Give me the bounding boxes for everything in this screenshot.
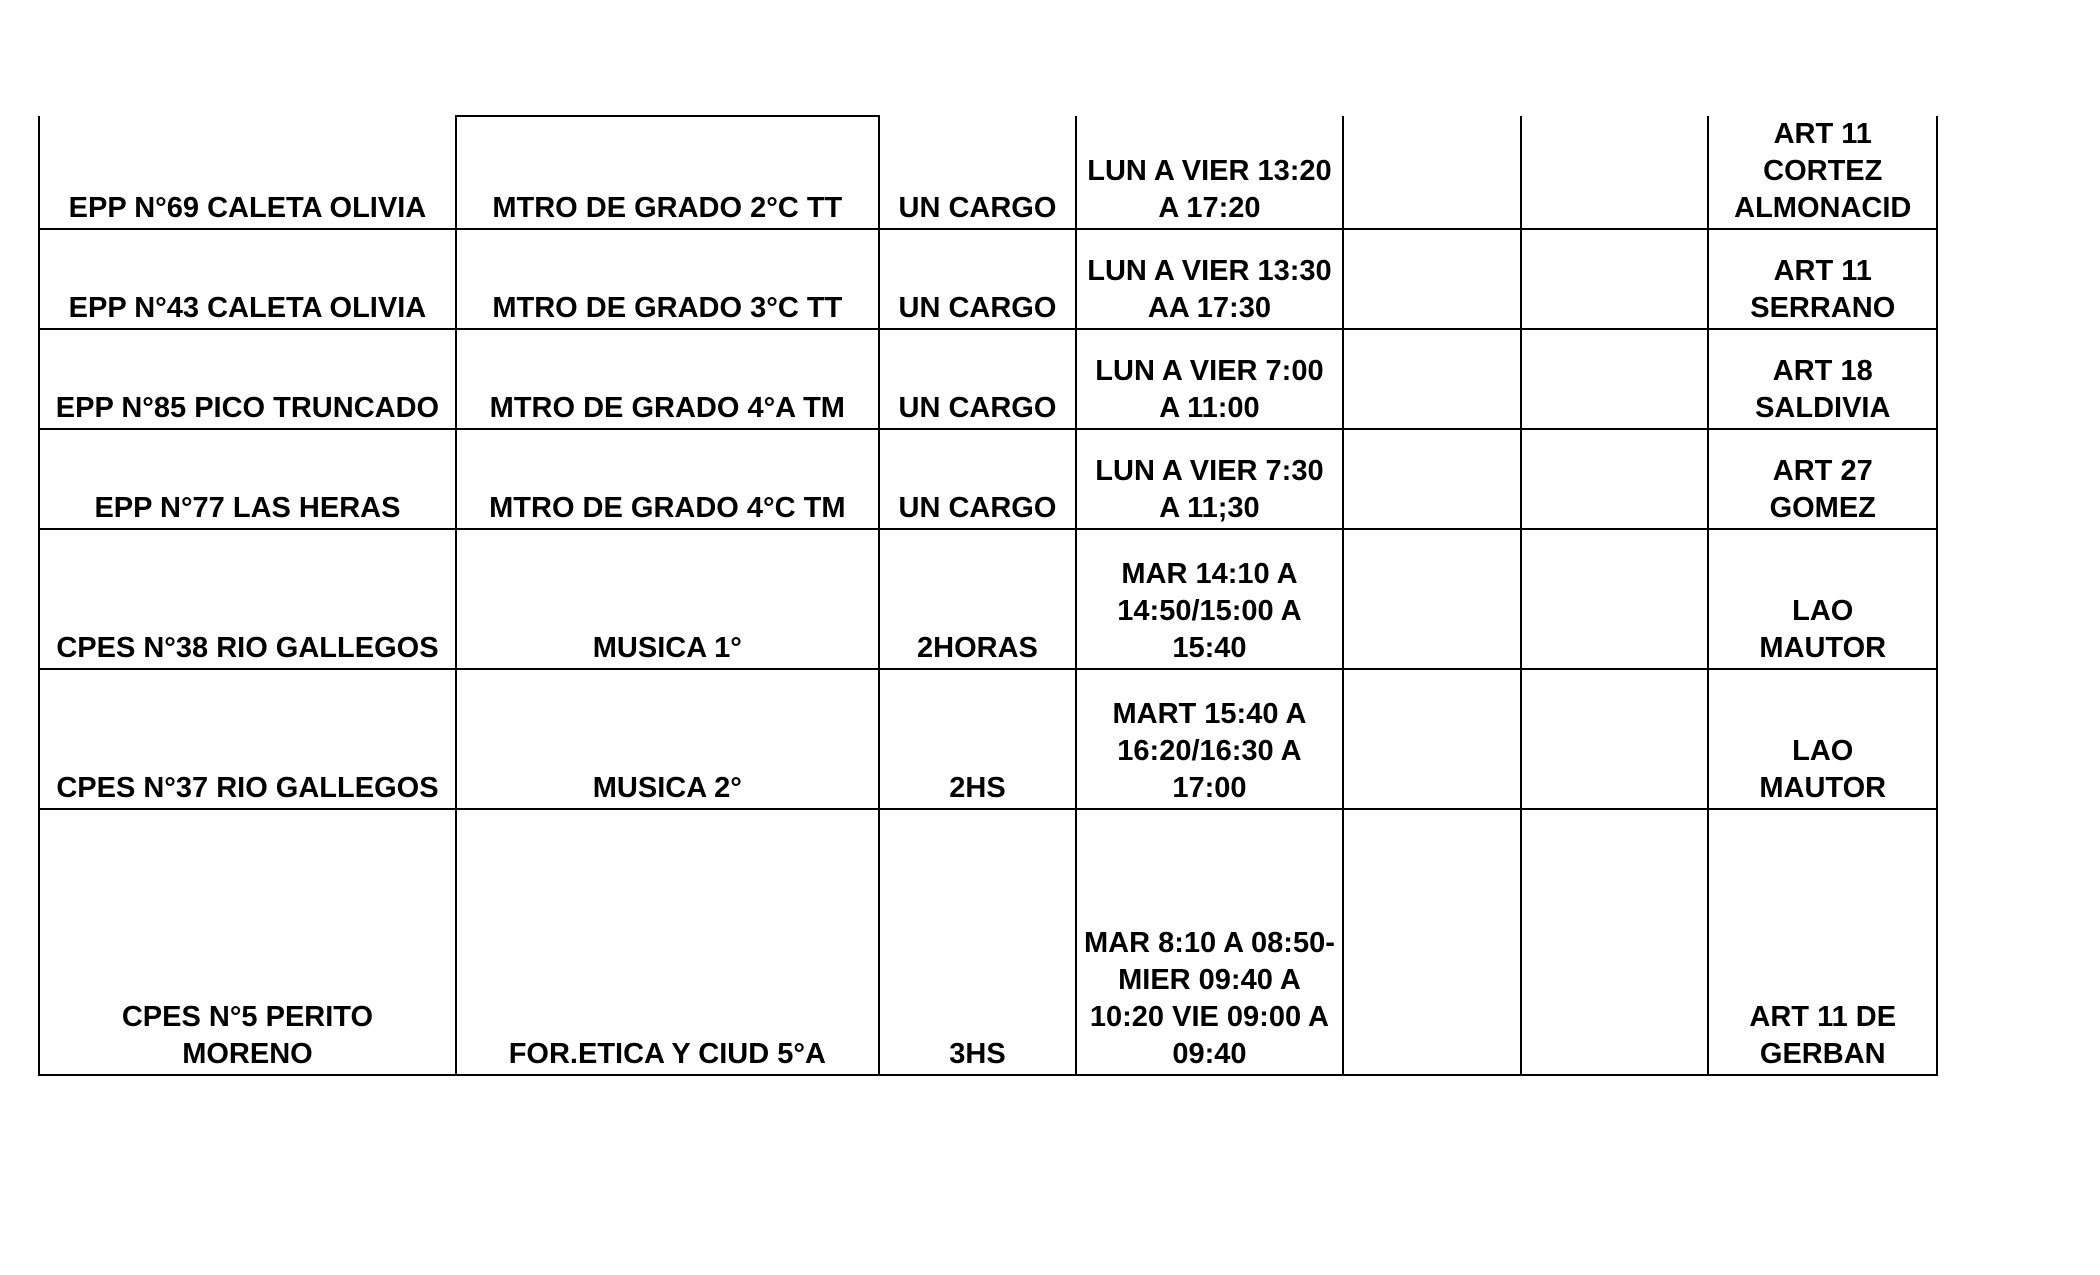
reason-cell: ART 18 SALDIVIA bbox=[1708, 329, 1937, 429]
empty-cell bbox=[1521, 329, 1708, 429]
schedule-cell: LUN A VIER 13:30 AA 17:30 bbox=[1076, 229, 1343, 329]
empty-cell bbox=[1343, 229, 1521, 329]
school-cell: EPP N°85 PICO TRUNCADO bbox=[39, 329, 456, 429]
school-cell: EPP N°43 CALETA OLIVIA bbox=[39, 229, 456, 329]
position-cell: MTRO DE GRADO 4°A TM bbox=[456, 329, 879, 429]
schedule-cell: LUN A VIER 7:30 A 11;30 bbox=[1076, 429, 1343, 529]
empty-cell bbox=[1343, 329, 1521, 429]
schedule-cell: MAR 14:10 A 14:50/15:00 A 15:40 bbox=[1076, 529, 1343, 669]
load-cell: UN CARGO bbox=[879, 229, 1076, 329]
empty-cell bbox=[1521, 529, 1708, 669]
schedule-cell: MART 15:40 A 16:20/16:30 A 17:00 bbox=[1076, 669, 1343, 809]
load-cell: 2HS bbox=[879, 669, 1076, 809]
reason-cell: ART 11 DE GERBAN bbox=[1708, 809, 1937, 1075]
position-cell: FOR.ETICA Y CIUD 5°A bbox=[456, 809, 879, 1075]
table-row bbox=[39, 529, 1937, 669]
reason-cell: LAO MAUTOR bbox=[1708, 669, 1937, 809]
empty-cell bbox=[1521, 669, 1708, 809]
school-cell: EPP N°69 CALETA OLIVIA bbox=[39, 116, 456, 229]
load-cell: UN CARGO bbox=[879, 429, 1076, 529]
school-cell: CPES N°37 RIO GALLEGOS bbox=[39, 669, 456, 809]
position-cell: MTRO DE GRADO 3°C TT bbox=[456, 229, 879, 329]
empty-cell bbox=[1521, 429, 1708, 529]
table-row bbox=[39, 429, 1937, 529]
table-row bbox=[39, 229, 1937, 329]
empty-cell bbox=[1343, 529, 1521, 669]
position-cell: MTRO DE GRADO 2°C TT bbox=[456, 116, 879, 229]
table-row bbox=[39, 809, 1937, 1075]
empty-cell bbox=[1343, 809, 1521, 1075]
empty-cell bbox=[1521, 809, 1708, 1075]
load-cell: 2HORAS bbox=[879, 529, 1076, 669]
load-cell: 3HS bbox=[879, 809, 1076, 1075]
assignments-table bbox=[38, 115, 1938, 1076]
schedule-cell: LUN A VIER 7:00 A 11:00 bbox=[1076, 329, 1343, 429]
empty-cell bbox=[1521, 229, 1708, 329]
school-cell: EPP N°77 LAS HERAS bbox=[39, 429, 456, 529]
school-cell: CPES N°38 RIO GALLEGOS bbox=[39, 529, 456, 669]
table-row bbox=[39, 116, 1937, 229]
schedule-cell: LUN A VIER 13:20 A 17:20 bbox=[1076, 116, 1343, 229]
empty-cell bbox=[1343, 429, 1521, 529]
load-cell: UN CARGO bbox=[879, 329, 1076, 429]
position-cell: MTRO DE GRADO 4°C TM bbox=[456, 429, 879, 529]
reason-cell: ART 27 GOMEZ bbox=[1708, 429, 1937, 529]
position-cell: MUSICA 2° bbox=[456, 669, 879, 809]
reason-cell: LAO MAUTOR bbox=[1708, 529, 1937, 669]
table-row bbox=[39, 669, 1937, 809]
reason-cell: ART 11 SERRANO bbox=[1708, 229, 1937, 329]
table-row bbox=[39, 329, 1937, 429]
reason-cell: ART 11 CORTEZ ALMONACID bbox=[1708, 116, 1937, 229]
load-cell: UN CARGO bbox=[879, 116, 1076, 229]
schedule-cell: MAR 8:10 A 08:50- MIER 09:40 A 10:20 VIE 09:00 A 09:40 bbox=[1076, 809, 1343, 1075]
school-cell: CPES N°5 PERITO MORENO bbox=[39, 809, 456, 1075]
empty-cell bbox=[1343, 669, 1521, 809]
empty-cell bbox=[1343, 116, 1521, 229]
position-cell: MUSICA 1° bbox=[456, 529, 879, 669]
empty-cell bbox=[1521, 116, 1708, 229]
